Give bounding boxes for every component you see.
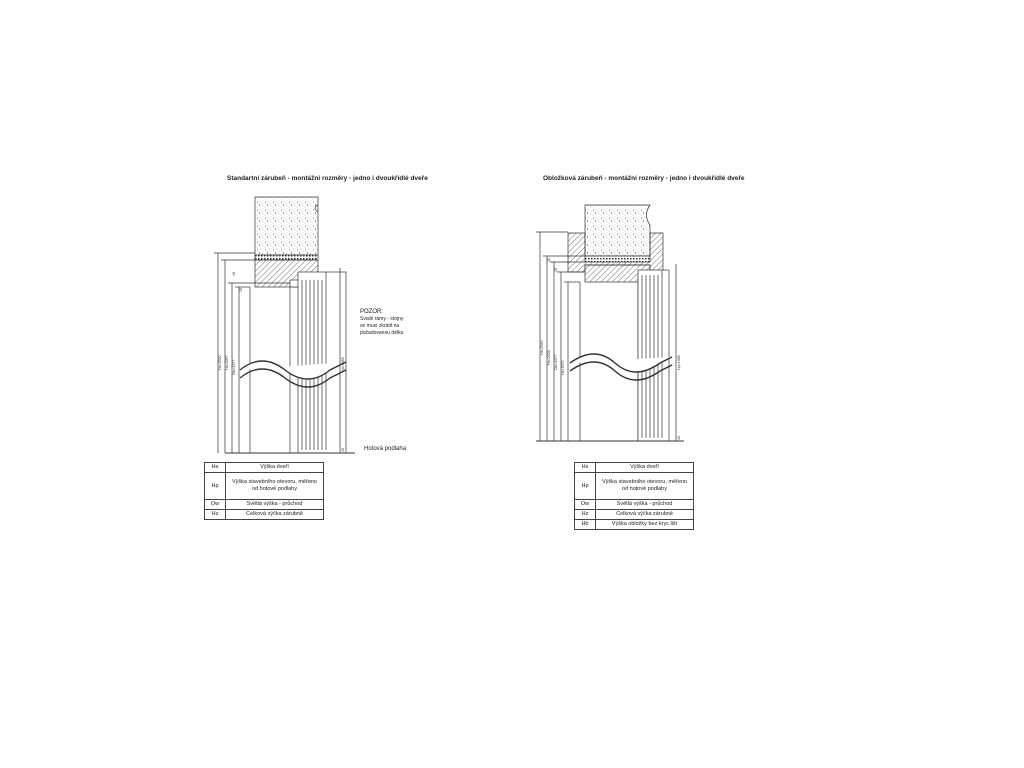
right-frame-jamb [638, 270, 669, 441]
right-wall-concrete [585, 205, 650, 256]
legend-code: Hs [205, 463, 226, 473]
left-dim-hz: Hz=2057 [225, 355, 229, 370]
right-dim-hz: Hz=2040 [540, 340, 544, 355]
legend-row [575, 473, 694, 500]
right-dim-hp: Hp=1985 [677, 355, 681, 370]
right-dim-hb: Hb=2020 [547, 350, 551, 365]
left-drawing [214, 197, 355, 453]
legend-code: Hp [575, 473, 596, 500]
legend-desc: Výška dveří [596, 463, 694, 473]
left-lintel-mesh [255, 255, 318, 260]
warning-line: požadovanou délku [360, 330, 404, 336]
right-dim-15: 15 [554, 268, 558, 272]
left-floor-label: Hotová podlaha [364, 446, 407, 452]
legend-code: Ow [205, 500, 226, 510]
legend-code: Hb [575, 520, 596, 530]
legend-desc: Výška dveří [226, 463, 324, 473]
right-lining-mesh [585, 256, 650, 262]
legend-desc: Celková výčka zárubně [226, 510, 324, 520]
right-dim-40: 40 [677, 436, 681, 440]
left-legend-table [204, 462, 324, 520]
legend-desc: Celková výčka zárubně [596, 510, 694, 520]
left-dim-ow: Ow=1977 [232, 359, 236, 375]
legend-row [205, 473, 324, 500]
right-diagram-title: Obložková zárubeň - montážní rozměry - jedno i dvoukřídlé dveře [543, 175, 745, 182]
right-legend-table [574, 462, 694, 530]
warning-line: Svislé rámy - stojny [360, 316, 404, 322]
left-warning-note [360, 309, 430, 337]
legend-desc: Světlá výška - průchod [226, 500, 324, 510]
left-dim-15: 15 [239, 288, 243, 292]
left-diagram-title: Standartní zárubeň - montážní rozměry - jedno i dvoukřídlé dveře [227, 175, 428, 182]
legend-row [205, 500, 324, 510]
legend-desc: Světlá výška - průchod [596, 500, 694, 510]
left-dim-40: 40 [232, 272, 236, 276]
right-dim-hs: Hs=1970 [561, 360, 565, 375]
legend-desc: Výška stavebního otevoru, měřeno od hotové podlahy [226, 473, 324, 500]
legend-code: Hp [205, 473, 226, 500]
legend-row [205, 463, 324, 473]
warning-line: se musí zkrátit na [360, 323, 400, 329]
left-dim-45: 45 [341, 448, 345, 452]
legend-row [575, 510, 694, 520]
legend-row [575, 463, 694, 473]
legend-code: Ow [575, 500, 596, 510]
legend-code: Hz [575, 510, 596, 520]
legend-row [575, 500, 694, 510]
warning-heading: POZOR: [360, 309, 384, 315]
legend-desc: Výška obložky bez kryc.lišt [596, 520, 694, 530]
left-lintel-concrete [255, 197, 318, 255]
legend-code: Hs [575, 463, 596, 473]
left-dim-hs: Hs=2020 [218, 355, 222, 370]
right-drawing [536, 205, 684, 441]
left-dim-hp: Hp=1985 [341, 357, 345, 372]
legend-desc: Výška stavebního otevoru, měřeno od hotové podlahy [596, 473, 694, 500]
legend-row [205, 510, 324, 520]
right-dim-10: 10 [547, 258, 551, 262]
right-dim-ow: Ow=1977 [554, 354, 558, 370]
legend-code: Hz [205, 510, 226, 520]
legend-row [575, 520, 694, 530]
